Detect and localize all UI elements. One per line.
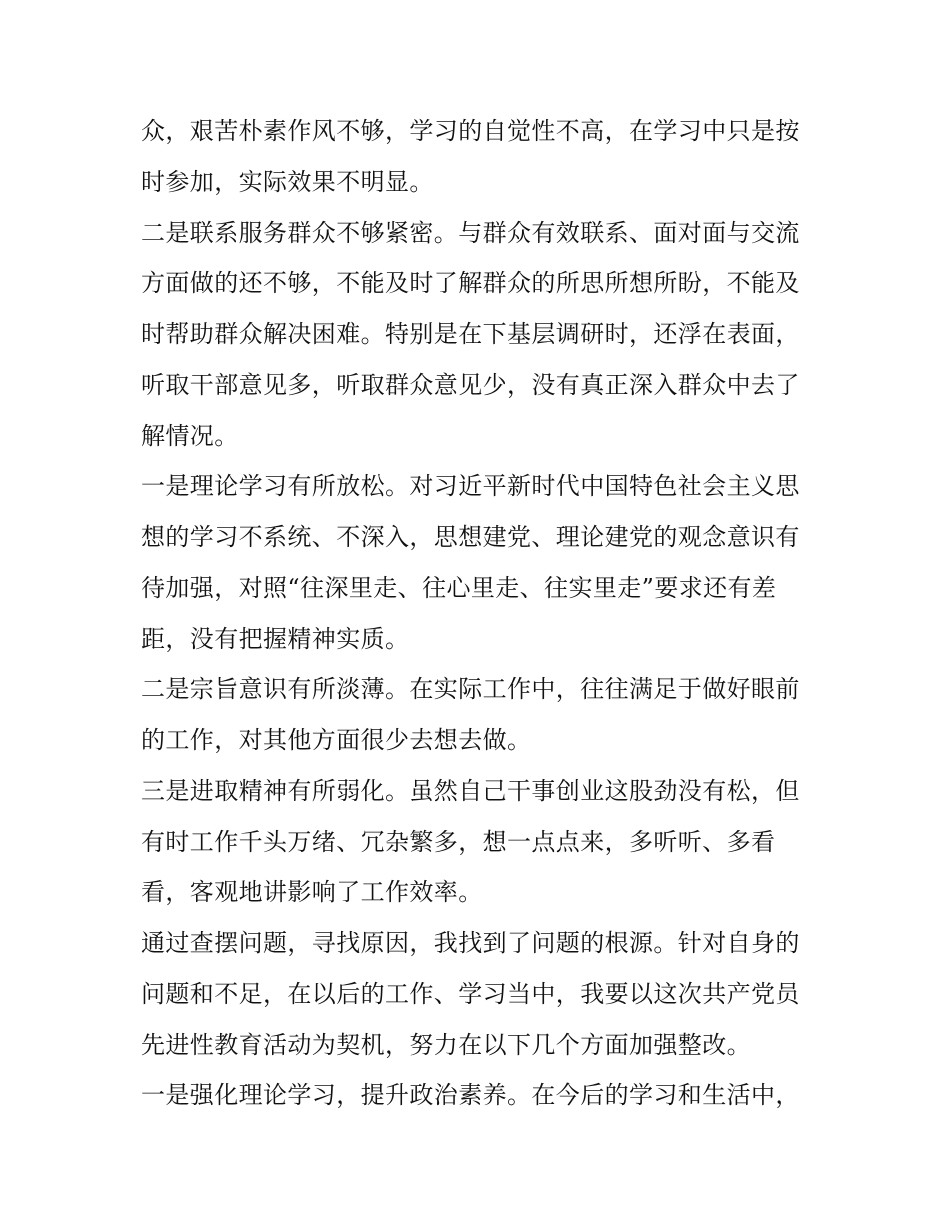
- text-line: 看，客观地讲影响了工作效率。: [141, 878, 483, 907]
- text-line: 时帮助群众解决困难。特别是在下基层调研时，还浮在表面，: [141, 320, 800, 348]
- text-line: 一是理论学习有所放松。对习近平新时代中国特色社会主义思: [141, 472, 800, 501]
- text-line: 方面做的还不够，不能及时了解群众的所思所想所盼，不能及: [141, 269, 800, 298]
- text-line: 距，没有把握精神实质。: [141, 624, 410, 653]
- text-line: 待加强，对照“往深里走、往心里走、往实里走”要求还有差: [141, 573, 777, 602]
- text-line: 一是强化理论学习，提升政治素养。在今后的学习和生活中，: [141, 1081, 800, 1110]
- text-line: 时参加，实际效果不明显。: [141, 167, 434, 196]
- text-line: 解情况。: [141, 421, 239, 450]
- text-line: 三是进取精神有所弱化。虽然自己干事创业这股劲没有松，但: [141, 776, 800, 805]
- text-line: 想的学习不系统、不深入，思想建党、理论建党的观念意识有: [141, 523, 800, 551]
- text-line: 问题和不足，在以后的工作、学习当中，我要以这次共产党员: [141, 979, 800, 1008]
- text-line: 听取干部意见多，听取群众意见少，没有真正深入群众中去了: [141, 370, 800, 399]
- text-line: 二是联系服务群众不够紧密。与群众有效联系、面对面与交流: [141, 218, 800, 247]
- text-line: 通过查摆问题，寻找原因，我找到了问题的根源。针对自身的: [141, 929, 800, 957]
- document-body: [141, 106, 821, 1121]
- text-line: 众，艰苦朴素作风不够，学习的自觉性不高，在学习中只是按: [141, 117, 800, 145]
- text-line: 二是宗旨意识有所淡薄。在实际工作中，往往满足于做好眼前: [141, 675, 800, 704]
- text-line: 有时工作千头万绪、冗杂繁多，想一点点来，多听听、多看: [141, 827, 776, 856]
- text-line: 的工作，对其他方面很少去想去做。: [141, 726, 532, 754]
- text-line: 先进性教育活动为契机，努力在以下几个方面加强整改。: [141, 1030, 751, 1059]
